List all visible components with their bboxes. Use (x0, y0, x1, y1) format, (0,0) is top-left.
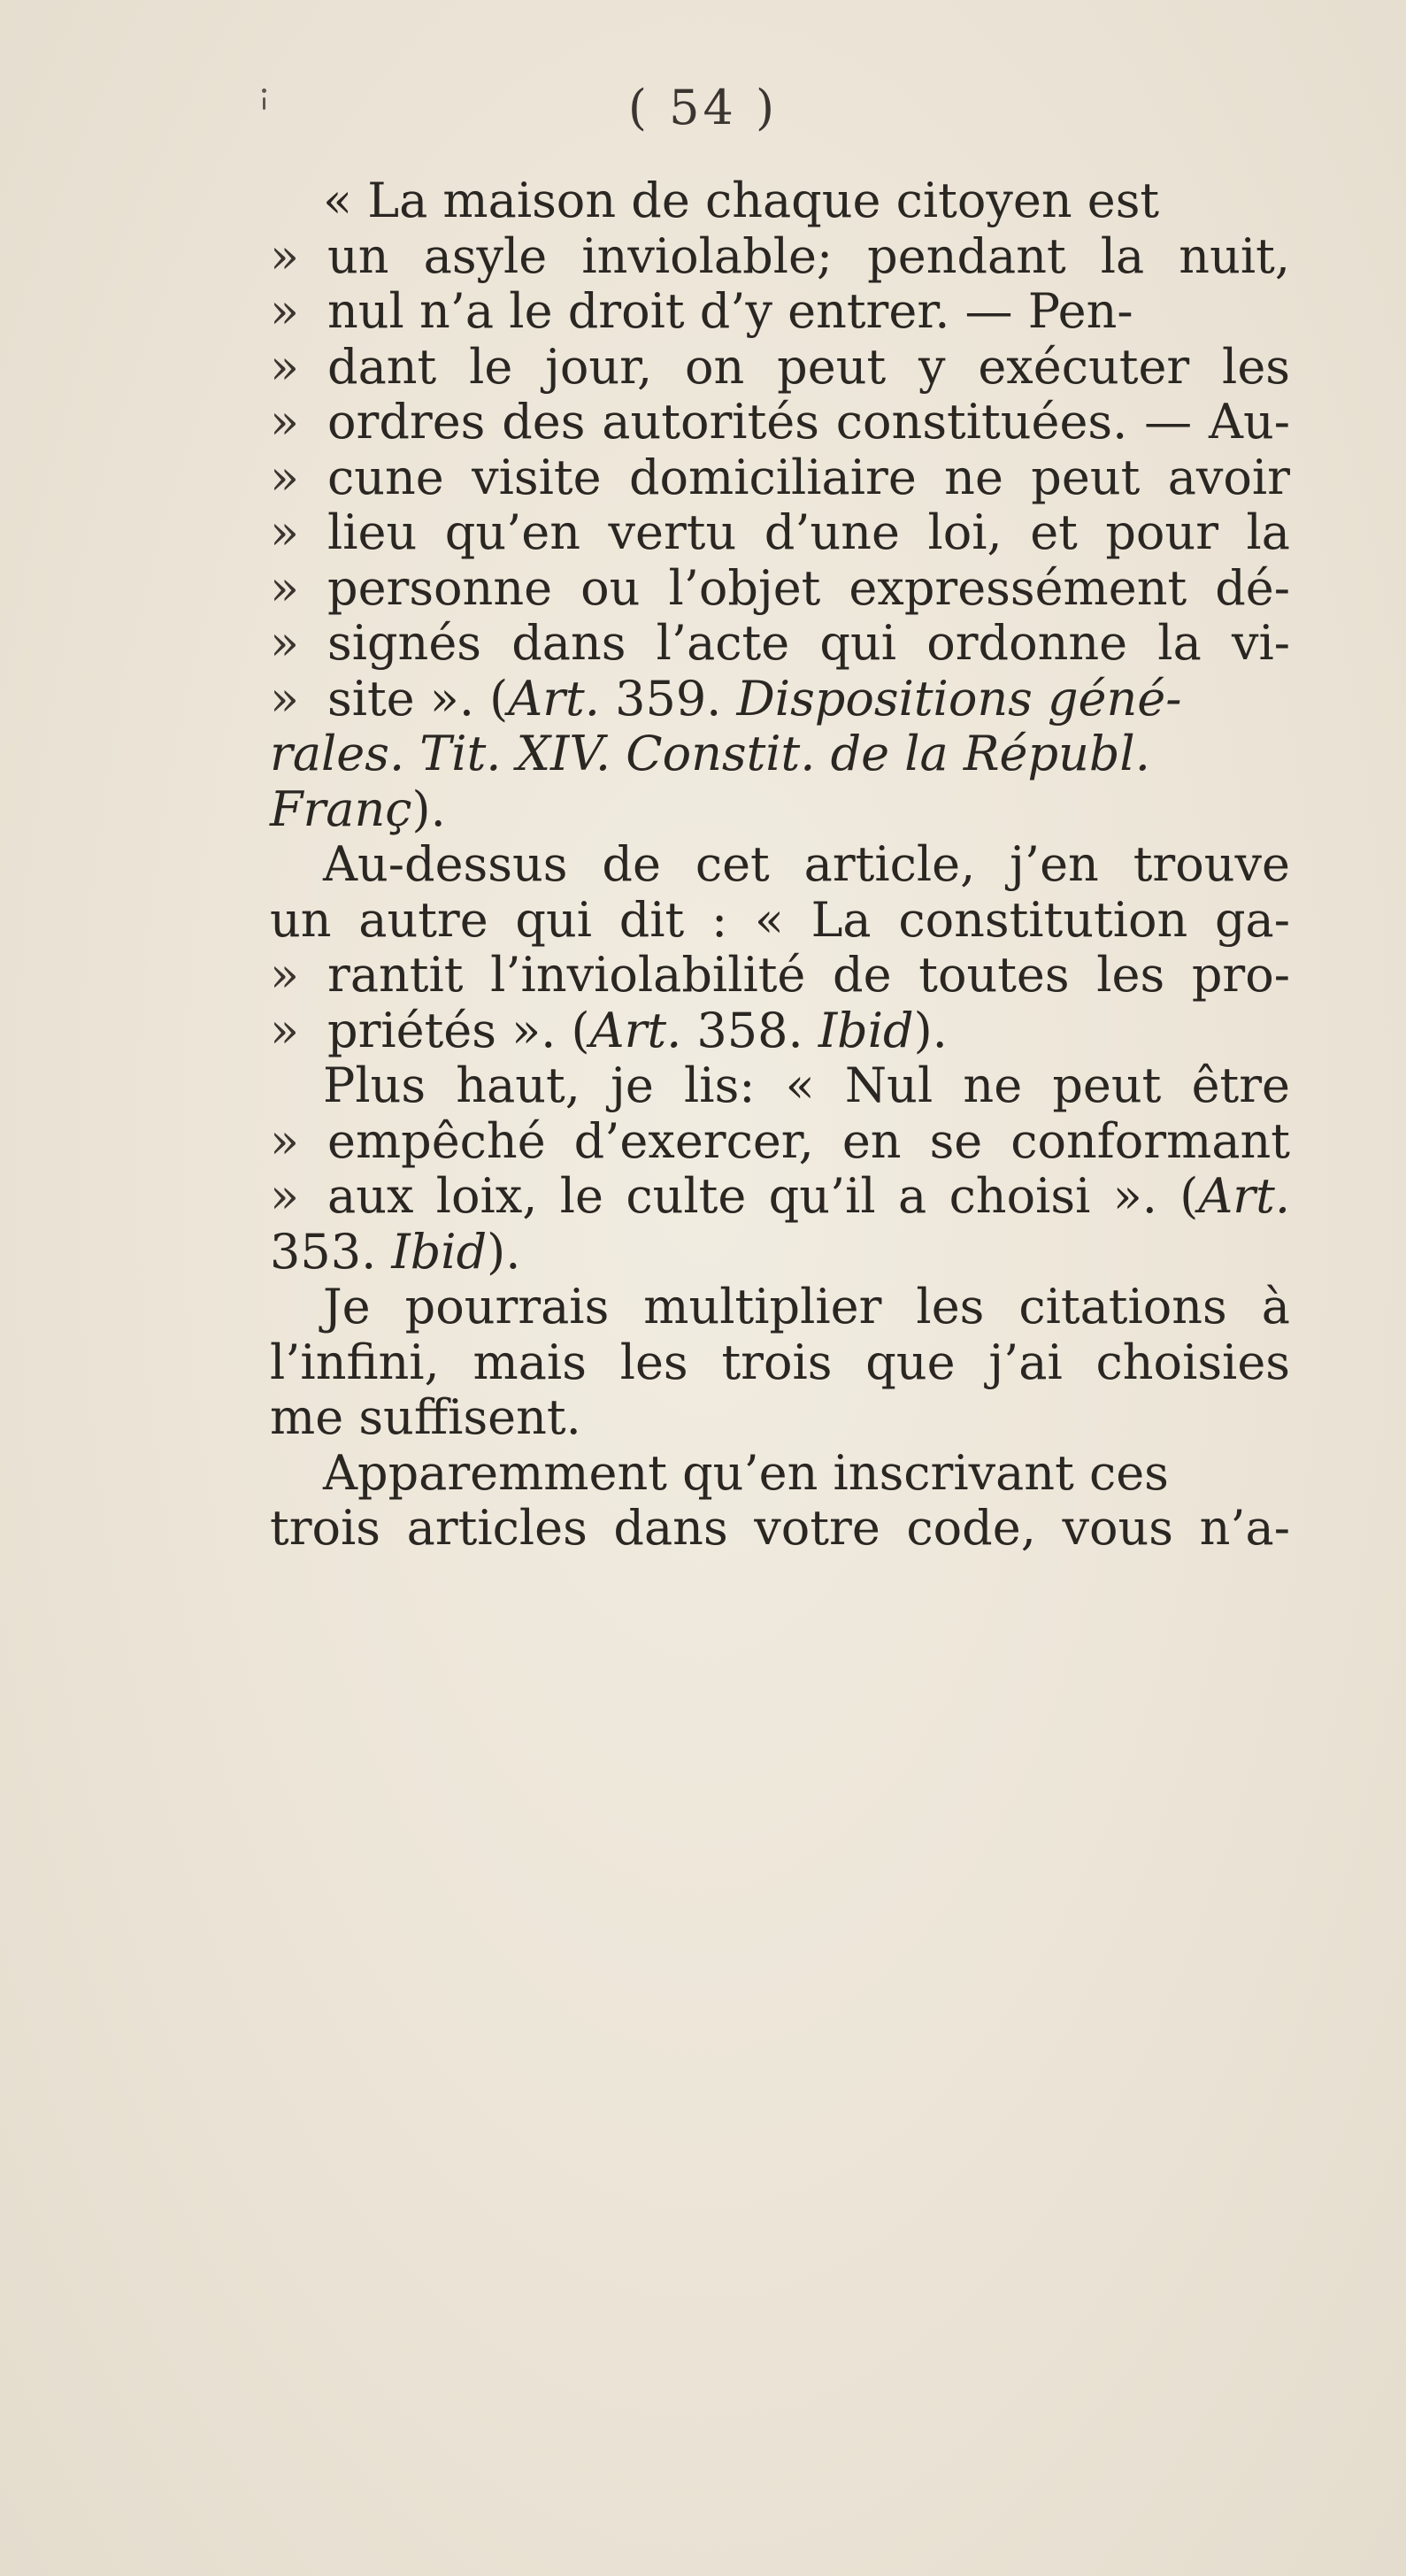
text-line (327, 284, 1133, 340)
quote-continuation-mark: » (270, 615, 300, 671)
text-line (327, 948, 1290, 1003)
text-segment: lieu qu’en vertu d’une loi, et pour la (327, 504, 1290, 560)
text-segment: empêché d’exercer, en se conformant (327, 1112, 1290, 1169)
text-line (327, 229, 1290, 285)
text-line (323, 1058, 1290, 1114)
text-line (270, 1335, 1290, 1391)
text-line (270, 1501, 1290, 1557)
text-segment: personne ou l’objet expressément dé- (327, 559, 1290, 616)
quote-continuation-mark: » (270, 227, 300, 284)
italic-segment: rales. Tit. XIV. Constit. de la Républ. (270, 726, 1150, 781)
text-segment: trois articles dans votre code, vous n’a- (270, 1500, 1290, 1556)
quote-continuation-mark: » (270, 283, 300, 339)
ink-speck (263, 97, 265, 110)
page-number: ( 54 ) (627, 80, 779, 135)
text-line (270, 1225, 520, 1280)
italic-segment: Art. (1198, 1168, 1290, 1224)
text-line (327, 450, 1290, 506)
italic-segment: Franç (270, 780, 412, 837)
text-segment: rantit l’inviolabilité de toutes les pro- (327, 947, 1290, 1003)
text-line (270, 893, 1290, 949)
text-line (327, 340, 1290, 396)
text-segment: « La maison de chaque citoyen est (323, 173, 1160, 228)
text-segment: dant le jour, on peut y exécuter les (327, 338, 1290, 395)
text-line (327, 616, 1290, 672)
text-line (270, 1390, 581, 1446)
quote-continuation-mark: » (270, 670, 300, 727)
quote-continuation-mark: » (270, 394, 300, 450)
quote-continuation-mark: » (270, 449, 300, 505)
quote-continuation-mark: » (270, 1168, 300, 1224)
text-line (327, 395, 1290, 450)
quote-continuation-mark: » (270, 1002, 300, 1058)
text-segment: Plus haut, je lis: « Nul ne peut être (323, 1057, 1290, 1113)
text-line (327, 505, 1290, 561)
quote-continuation-mark: » (270, 947, 300, 1003)
italic-segment: Ibid (818, 1002, 914, 1058)
italic-segment: Art. (589, 1002, 682, 1058)
text-segment: Je pourrais multiplier les citations à (323, 1279, 1290, 1334)
quote-continuation-mark: » (270, 504, 300, 560)
text-line (327, 1169, 1290, 1225)
ink-speck (262, 88, 266, 93)
text-segment: un autre qui dit : « La constitution ga- (270, 891, 1290, 948)
text-line (270, 727, 1150, 782)
text-segment: un asyle inviolable; pendant la nuit, (327, 227, 1290, 284)
text-segment: Au-dessus de cet article, j’en trouve (323, 836, 1290, 892)
text-segment: l’infini, mais les trois que j’ai choisies (270, 1334, 1290, 1390)
italic-segment: Dispositions géné- (736, 670, 1182, 727)
text-segment: me suffisent. (270, 1389, 581, 1445)
text-segment: 359. (599, 670, 737, 727)
text-line (270, 782, 446, 838)
text-segment: nul n’a le droit d’y entrer. — Pen- (327, 283, 1133, 339)
text-segment: 353. (270, 1223, 392, 1280)
text-line (327, 1114, 1290, 1170)
text-segment: signés dans l’acte qui ordonne la vi- (327, 615, 1290, 671)
text-line (327, 672, 1182, 727)
text-line (323, 1446, 1169, 1502)
text-segment: aux loix, le culte qu’il a choisi ». ( (327, 1168, 1199, 1224)
text-line (323, 1280, 1290, 1335)
text-segment: priétés ». ( (327, 1002, 590, 1058)
text-line (327, 1003, 948, 1059)
text-segment: site ». ( (327, 670, 509, 727)
italic-segment: Ibid (391, 1223, 488, 1280)
text-segment: ordres des autorités constituées. — Au- (327, 394, 1290, 450)
text-segment: Apparemment qu’en inscrivant ces (323, 1444, 1169, 1501)
text-segment: ). (913, 1002, 948, 1058)
quote-continuation-mark: » (270, 559, 300, 616)
text-line (323, 173, 1159, 229)
quote-continuation-mark: » (270, 338, 300, 395)
quote-continuation-mark: » (270, 1112, 300, 1169)
text-line (327, 561, 1290, 617)
text-segment: ). (487, 1223, 521, 1280)
text-segment: ). (411, 780, 446, 837)
text-segment: cune visite domiciliaire ne peut avoir (327, 449, 1290, 505)
text-segment: 358. (681, 1002, 818, 1058)
italic-segment: Art. (508, 670, 600, 727)
text-line (323, 837, 1290, 893)
